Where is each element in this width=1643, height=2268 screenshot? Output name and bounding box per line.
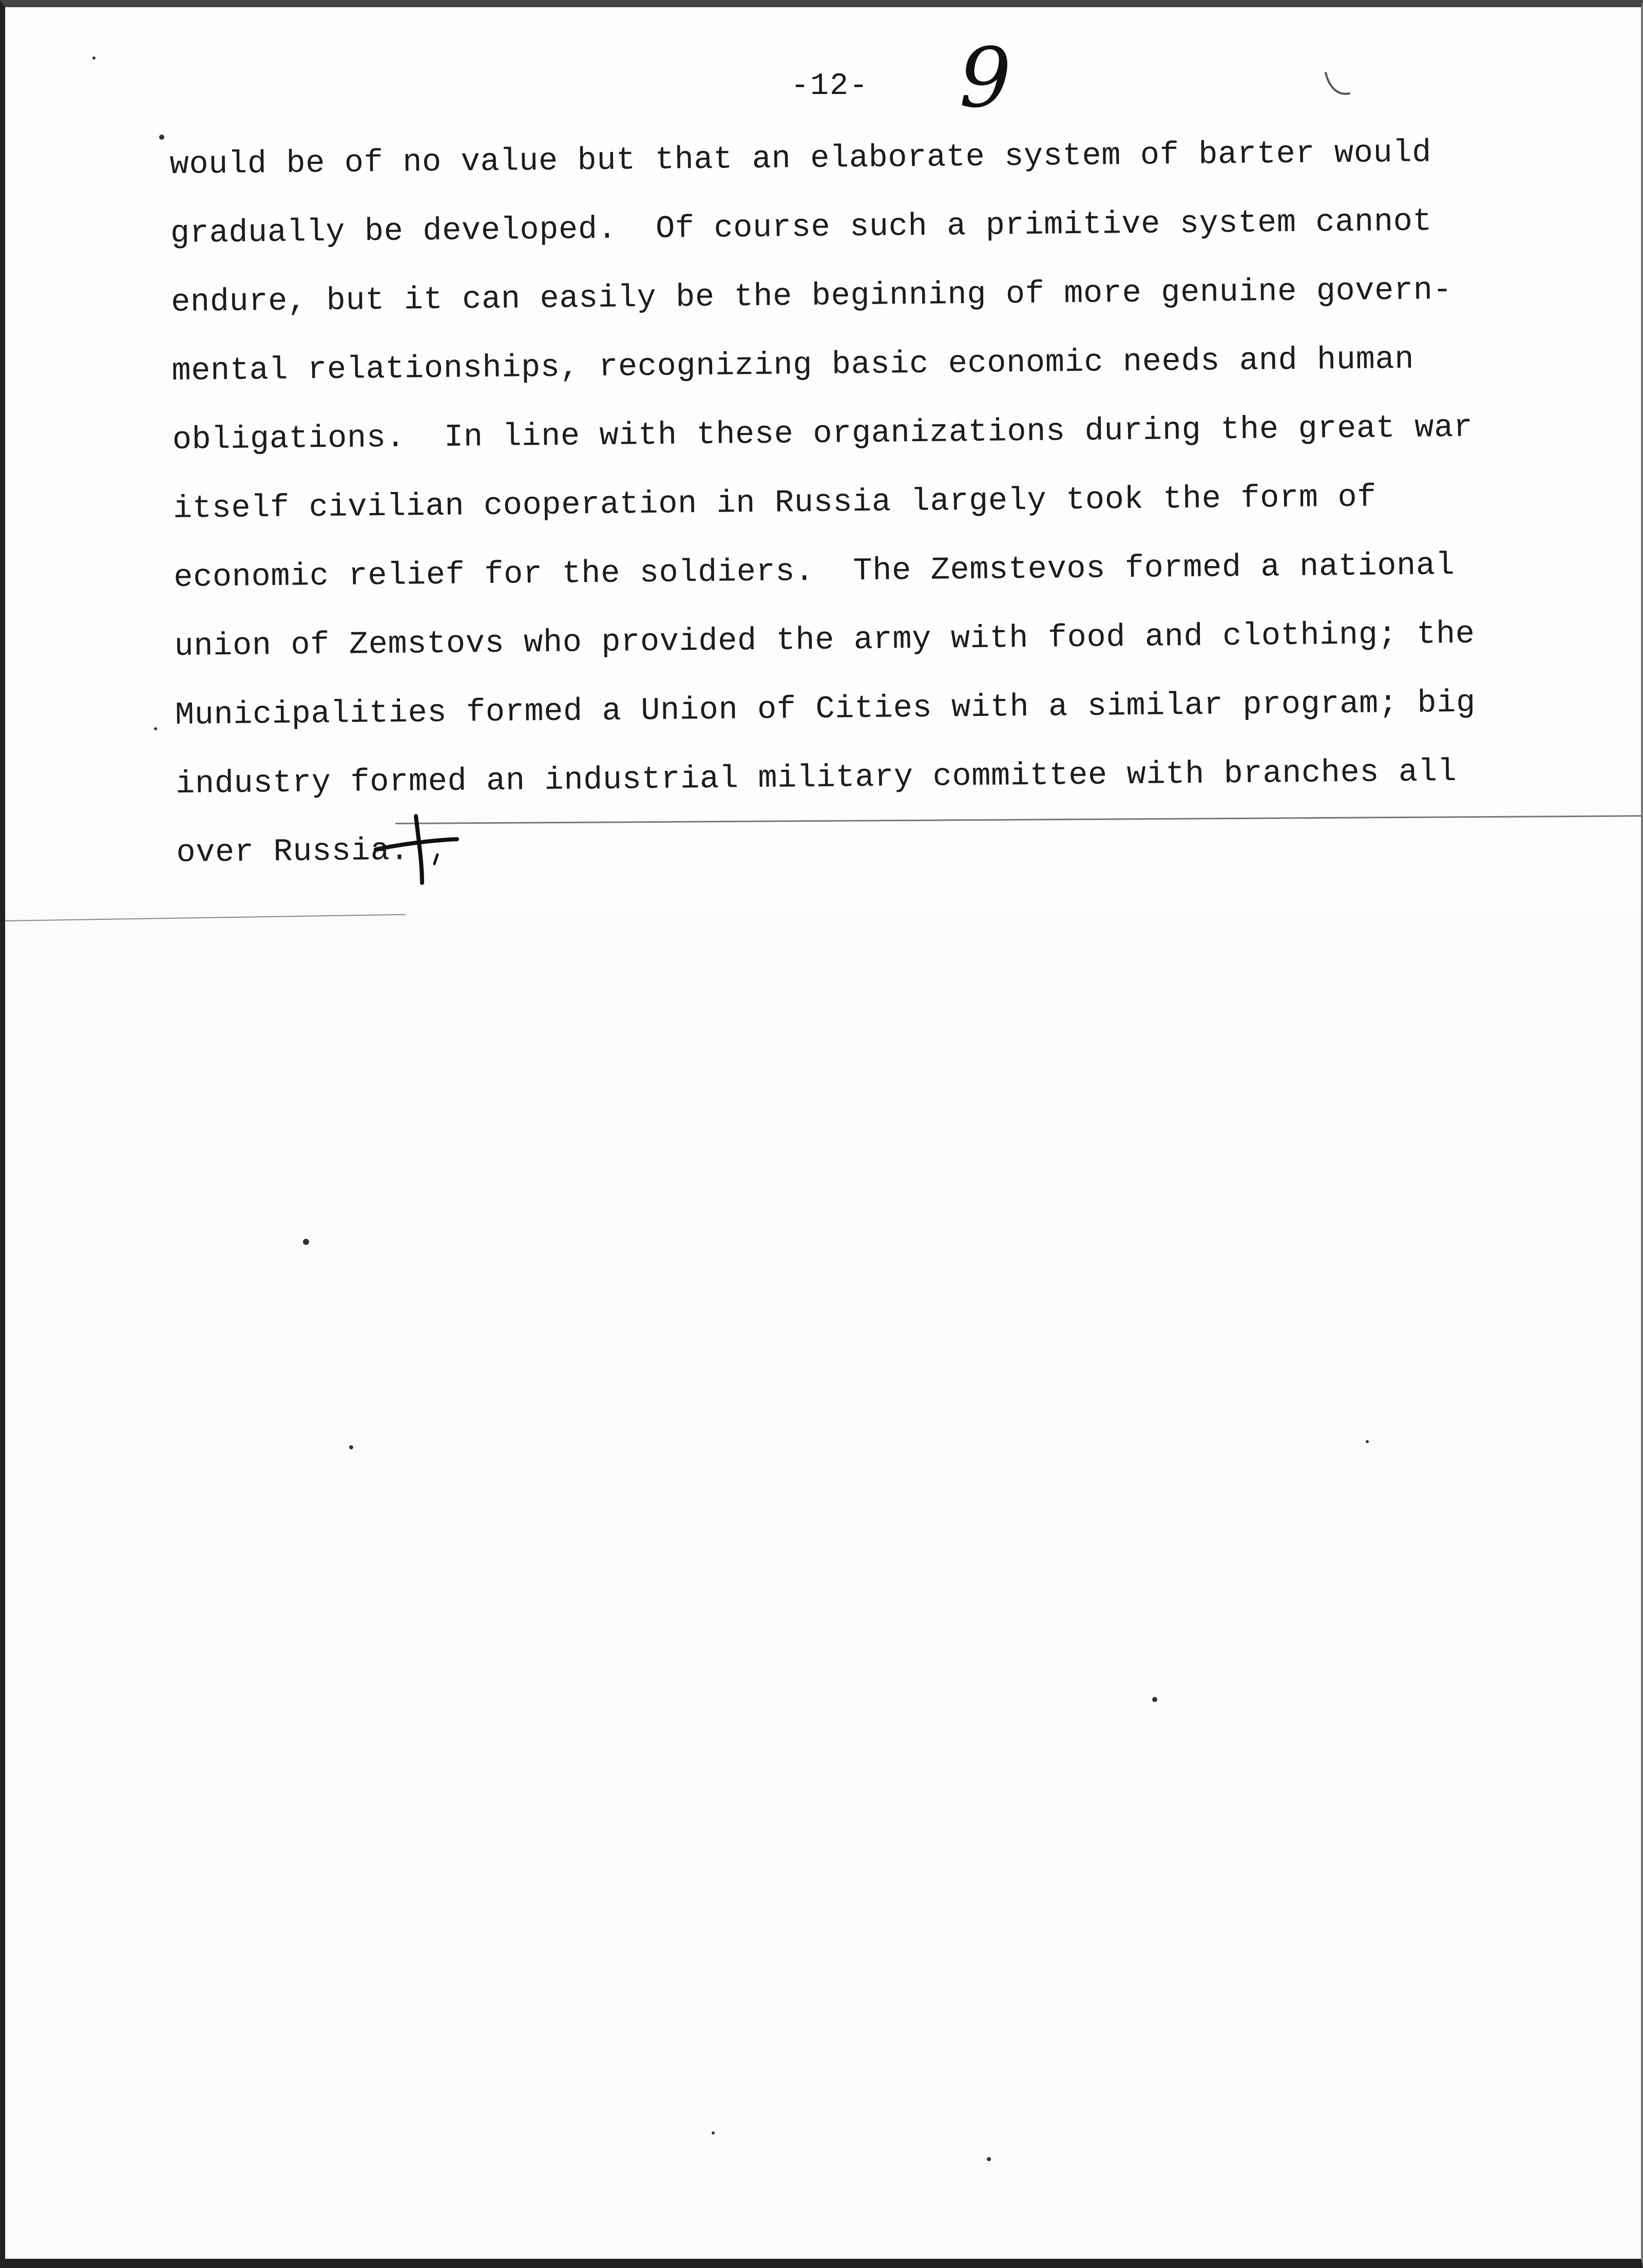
body-line: industry formed an industrial military committee with branches all: [175, 753, 1457, 802]
body-line: gradually be developed. Of course such a primitive system cannot: [170, 203, 1432, 252]
body-line: would be of no value but that an elaborate system of barter would: [169, 134, 1432, 183]
body-line: Municipalities formed a Union of Cities with a similar program; big: [175, 684, 1476, 733]
body-line: mental relationships, recognizing basic economic needs and human: [171, 341, 1415, 389]
paper-speck: [712, 2131, 715, 2134]
paper-speck: [154, 727, 157, 730]
handwritten-page-number: 9: [959, 30, 1011, 126]
paper-speck: [349, 1445, 353, 1449]
paper-speck: [1366, 1440, 1369, 1443]
paper-speck: [1152, 1697, 1157, 1702]
body-line: obligations. In line with these organizations during the great war: [172, 409, 1474, 458]
paper-speck: [303, 1239, 309, 1245]
paper-speck: [92, 56, 95, 60]
body-line: economic relief for the soldiers. The Zemstevos formed a national: [174, 547, 1455, 596]
paper-speck: [159, 135, 164, 140]
body-line: union of Zemstovs who provided the army with food and clothing; the: [174, 615, 1475, 665]
paper-speck: [987, 2157, 991, 2161]
body-line: over Russia.: [176, 832, 410, 871]
page-number: -12-: [791, 69, 869, 104]
body-line: endure, but it can easily be the beginning of more genuine govern-: [170, 272, 1453, 320]
handwritten-cross-mark-icon: [5, 7, 1643, 2268]
body-line: itself civilian cooperation in Russia largely took the form of: [173, 479, 1377, 527]
